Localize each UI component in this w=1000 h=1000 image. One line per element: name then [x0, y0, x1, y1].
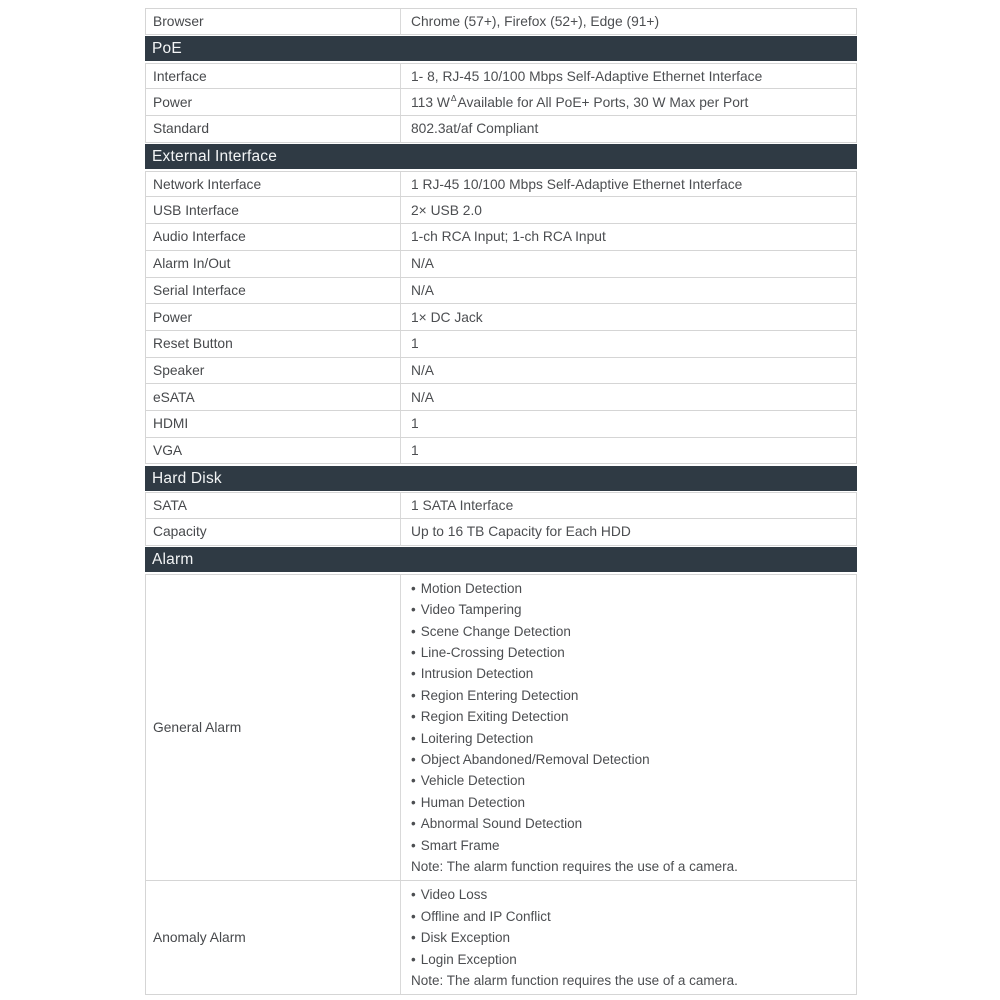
bullet-text: Abnormal Sound Detection [420, 816, 583, 832]
bullet-item [411, 621, 856, 642]
bullet-icon: • [411, 887, 416, 903]
note-text: Note: The alarm function requires the use of a camera. [411, 973, 738, 988]
bullet-item [411, 728, 856, 749]
spec-label-cell [146, 9, 401, 34]
spec-label: Speaker [153, 362, 205, 378]
spec-label: HDMI [153, 416, 189, 432]
bullet-icon: • [411, 794, 416, 810]
spec-value-cell [401, 575, 856, 881]
section-header [145, 36, 857, 61]
spec-label: Serial Interface [153, 282, 246, 298]
spec-label: Power [153, 309, 193, 325]
spec-label-cell [146, 331, 401, 357]
bullet-icon: • [411, 709, 416, 725]
spec-label-cell [146, 224, 401, 250]
spec-row [145, 881, 857, 995]
spec-row [145, 224, 857, 251]
spec-value: 1 [411, 416, 419, 432]
spec-row [145, 197, 857, 224]
section-header [145, 144, 857, 169]
spec-value: 1 SATA Interface [411, 498, 514, 514]
spec-label: Interface [153, 68, 207, 84]
spec-value: 113 W [411, 94, 450, 110]
bullet-icon: • [411, 816, 416, 832]
spec-value-cell [401, 89, 856, 115]
spec-table [145, 8, 857, 995]
spec-label: Anomaly Alarm [153, 930, 246, 946]
spec-value: N/A [411, 256, 434, 272]
bullet-icon: • [411, 837, 416, 853]
bullet-icon: • [411, 730, 416, 746]
bullet-text: Login Exception [420, 951, 517, 967]
spec-label-cell [146, 438, 401, 464]
bullet-text: Video Tampering [420, 602, 522, 618]
bullet-text: Line-Crossing Detection [420, 644, 565, 660]
bullet-icon: • [411, 687, 416, 703]
spec-value-cell [401, 64, 856, 89]
bullet-icon: • [411, 580, 416, 596]
spec-row [145, 438, 857, 465]
spec-value: 802.3at/af Compliant [411, 121, 539, 137]
bullet-item [411, 770, 856, 791]
bullet-icon: • [411, 773, 416, 789]
bullet-icon: • [411, 666, 416, 682]
spec-value-cell [401, 881, 856, 994]
spec-value-cell [401, 251, 856, 277]
spec-label: eSATA [153, 389, 195, 405]
spec-value-cell [401, 438, 856, 464]
bullet-item [411, 749, 856, 770]
spec-label-cell [146, 575, 401, 881]
spec-value-cell [401, 331, 856, 357]
bullet-text: Object Abandoned/Removal Detection [420, 751, 650, 767]
spec-value-cell [401, 519, 856, 545]
spec-value-cell [401, 304, 856, 330]
spec-label: General Alarm [153, 720, 242, 736]
bullet-text: Scene Change Detection [420, 623, 571, 639]
spec-label-cell [146, 358, 401, 384]
bullet-item [411, 813, 856, 834]
spec-label: Reset Button [153, 336, 233, 352]
spec-label-cell [146, 411, 401, 437]
bullet-text: Region Entering Detection [420, 687, 579, 703]
spec-value-cell [401, 116, 856, 142]
spec-value-cell [401, 224, 856, 250]
note-text: Note: The alarm function requires the use of a camera. [411, 858, 738, 874]
spec-row [145, 251, 857, 278]
spec-value-cell [401, 278, 856, 304]
bullet-item [411, 835, 856, 856]
bullet-item [411, 927, 856, 948]
spec-row [145, 63, 857, 90]
spec-value-cell [401, 358, 856, 384]
spec-row [145, 89, 857, 116]
bullet-text: Smart Frame [420, 837, 500, 853]
section-title: External Interface [152, 148, 278, 166]
spec-value: Up to 16 TB Capacity for Each HDD [411, 524, 631, 540]
spec-row [145, 171, 857, 198]
spec-row [145, 574, 857, 882]
spec-label-cell [146, 519, 401, 545]
bullet-icon: • [411, 623, 416, 639]
spec-label: Power [153, 94, 193, 110]
bullet-item [411, 642, 856, 663]
bullet-item [411, 599, 856, 620]
spec-label-cell [146, 384, 401, 410]
bullet-icon: • [411, 951, 416, 967]
spec-value: 1× DC Jack [411, 309, 483, 325]
spec-value-cell [401, 493, 856, 518]
spec-value: N/A [411, 389, 434, 405]
spec-label-cell [146, 251, 401, 277]
spec-label: Standard [153, 121, 209, 137]
bullet-item [411, 884, 856, 905]
section-title: Hard Disk [152, 469, 222, 487]
spec-label-cell [146, 197, 401, 223]
spec-row [145, 411, 857, 438]
bullet-text: Loitering Detection [420, 730, 534, 746]
section-title: PoE [152, 40, 182, 58]
spec-label: Capacity [153, 524, 207, 540]
spec-value: Available for All PoE+ Ports, 30 W Max per Port [457, 94, 749, 110]
spec-label-cell [146, 64, 401, 89]
section-title: Alarm [152, 551, 194, 569]
bullet-item [411, 706, 856, 727]
bullet-icon: • [411, 930, 416, 946]
spec-row [145, 304, 857, 331]
bullet-text: Region Exiting Detection [420, 709, 569, 725]
superscript-footnote-mark: Δ [450, 92, 457, 103]
spec-label: Alarm In/Out [153, 256, 231, 272]
bullet-item [411, 685, 856, 706]
bullet-item [411, 906, 856, 927]
spec-row [145, 8, 857, 35]
spec-row [145, 384, 857, 411]
bullet-item [411, 949, 856, 970]
spec-value: N/A [411, 282, 434, 298]
spec-label-cell [146, 278, 401, 304]
spec-value: 1- 8, RJ-45 10/100 Mbps Self-Adaptive Ethernet Interface [411, 68, 763, 84]
spec-row [145, 492, 857, 519]
spec-value: 2× USB 2.0 [411, 202, 482, 218]
spec-label-cell [146, 493, 401, 518]
bullet-icon: • [411, 908, 416, 924]
spec-row [145, 116, 857, 143]
spec-label-cell [146, 172, 401, 197]
spec-label: VGA [153, 442, 183, 458]
spec-value: Chrome (57+), Firefox (52+), Edge (91+) [411, 13, 660, 29]
spec-label-cell [146, 881, 401, 994]
bullet-icon: • [411, 751, 416, 767]
spec-value-cell [401, 411, 856, 437]
spec-value-cell [401, 197, 856, 223]
spec-label: Browser [153, 13, 204, 29]
bullet-item [411, 663, 856, 684]
spec-value-cell [401, 172, 856, 197]
bullet-text: Offline and IP Conflict [420, 908, 551, 924]
spec-row [145, 519, 857, 546]
bullet-icon: • [411, 602, 416, 618]
spec-value: N/A [411, 362, 434, 378]
bullet-text: Intrusion Detection [420, 666, 534, 682]
section-header [145, 466, 857, 491]
bullet-icon: • [411, 644, 416, 660]
spec-row [145, 358, 857, 385]
bullet-item [411, 578, 856, 599]
spec-row [145, 331, 857, 358]
spec-label-cell [146, 116, 401, 142]
spec-label: Audio Interface [153, 229, 246, 245]
spec-label: SATA [153, 498, 187, 514]
bullet-text: Motion Detection [420, 580, 523, 596]
bullet-text: Disk Exception [420, 930, 511, 946]
spec-label-cell [146, 89, 401, 115]
spec-row [145, 278, 857, 305]
bullet-text: Vehicle Detection [420, 773, 526, 789]
bullet-text: Video Loss [420, 887, 488, 903]
spec-value-cell [401, 384, 856, 410]
spec-value-cell [401, 9, 856, 34]
spec-label-cell [146, 304, 401, 330]
spec-value: 1 [411, 442, 419, 458]
spec-label: Network Interface [153, 176, 262, 192]
spec-value: 1 RJ-45 10/100 Mbps Self-Adaptive Ethernet Interface [411, 176, 743, 192]
bullet-item [411, 792, 856, 813]
spec-label: USB Interface [153, 202, 239, 218]
section-header [145, 547, 857, 572]
bullet-text: Human Detection [420, 794, 526, 810]
spec-value: 1 [411, 336, 419, 352]
spec-value: 1-ch RCA Input; 1-ch RCA Input [411, 229, 606, 245]
